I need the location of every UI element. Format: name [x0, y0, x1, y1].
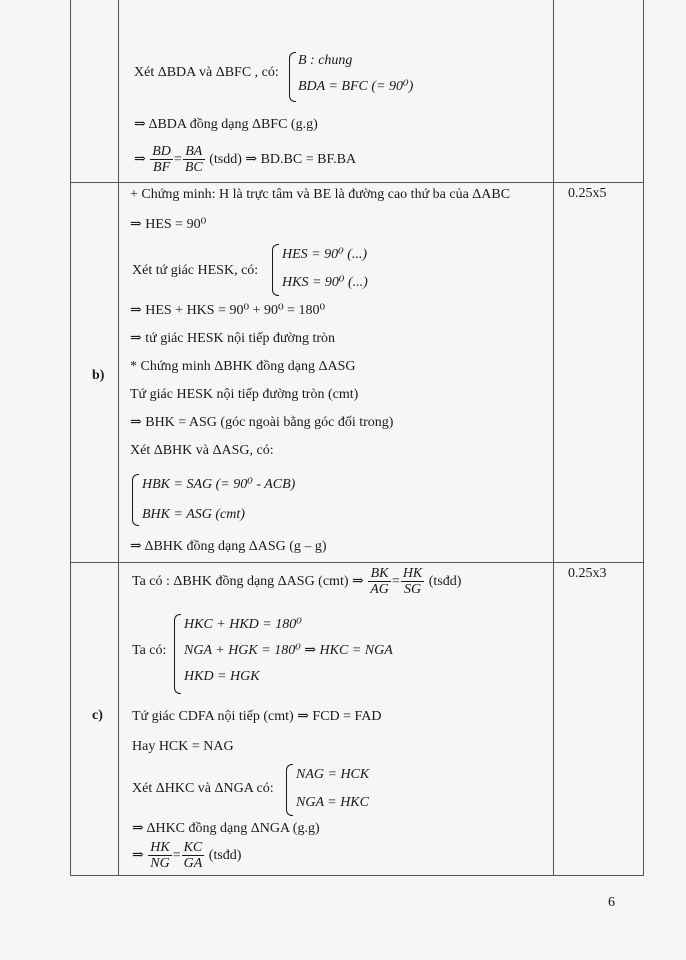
b-brace1 [272, 244, 279, 296]
score-c: 0.25x3 [568, 566, 607, 581]
label-b: b) [92, 368, 105, 383]
b-line9: Xét ΔBHK và ΔASG, có: [130, 443, 274, 458]
c-line7-frac1: $\frac{HK}{NG}$ [150, 840, 170, 872]
c-cond3: HKD = HGK [184, 669, 260, 684]
table-divider-label [118, 0, 119, 876]
b-line4: ⇒ HES + HKS = 90⁰ + 90⁰ = 180⁰ [130, 303, 326, 318]
c-line7-suffix: (tsđd) [208, 848, 242, 863]
b-line6: * Chứng minh ΔBHK đồng dạng ΔASG [130, 359, 356, 374]
a-ratio-frac2: $\frac{BA}{BC}$ [184, 144, 203, 176]
c-cond4: NAG = HCK [296, 767, 370, 782]
b-line3: Xét tứ giác HESK, có: [132, 263, 259, 278]
c-line6: ⇒ ΔHKC đồng dạng ΔNGA (g.g) [132, 821, 320, 836]
row-divider-b [70, 182, 644, 183]
a-ratio-prefix: ⇒ [134, 152, 146, 167]
c-line7-prefix: ⇒ [132, 848, 144, 863]
c-cond5: NGA = HKC [296, 795, 369, 810]
table-border-bottom [70, 875, 644, 876]
c-line7-frac2: $\frac{KC}{GA}$ [183, 840, 203, 872]
c-line2: Ta có: [132, 643, 167, 658]
b-cond3: HBK = SAG (= 90⁰ - ACB) [142, 477, 296, 492]
c-line4: Hay HCK = NAG [132, 739, 234, 754]
b-cond1: HES = 90⁰ (...) [282, 247, 368, 262]
a-ratio-frac1: $\frac{BD}{BF}$ [152, 144, 171, 176]
a-similar: ⇒ ΔBDA đồng dạng ΔBFC (g.g) [134, 117, 318, 132]
b-line8: ⇒ BHK = ASG (góc ngoài bằng góc đối trong) [130, 415, 394, 430]
label-c: c) [92, 708, 103, 723]
row-divider-c [70, 562, 644, 563]
b-cond2: HKS = 90⁰ (...) [282, 275, 368, 290]
c-line1: Ta có : ΔBHK đồng dạng ΔASG (cmt) ⇒ $\frac{BK}{AG}$ = $\frac{HK}{SG}$ (tsđd) [132, 566, 462, 598]
c-brace1 [174, 614, 181, 694]
b-line7: Tứ giác HESK nội tiếp đường tròn (cmt) [130, 387, 359, 402]
c-cond1: HKC + HKD = 180⁰ [184, 617, 302, 632]
c-brace2 [286, 764, 293, 816]
b-line2: ⇒ HES = 90⁰ [130, 217, 207, 232]
page-number: 6 [608, 895, 615, 910]
score-b: 0.25x5 [568, 186, 607, 201]
a-ratio-suffix: (tsdd) ⇒ BD.BC = BF.BA [209, 152, 357, 167]
b-line1: + Chứng minh: H là trực tâm và BE là đường cao thứ ba của ΔABC [130, 187, 511, 202]
a-ratio: ⇒ $\frac{BD}{BF}$ = $\frac{BA}{BC}$ (tsdd) ⇒ BD.BC = BF.BA [134, 144, 357, 176]
b-cond4: BHK = ASG (cmt) [142, 507, 245, 522]
c-cond2: NGA + HGK = 180⁰ ⇒ HKC = NGA [184, 643, 393, 658]
a-cond1: B : chung [298, 53, 353, 68]
c-line3: Tứ giác CDFA nội tiếp (cmt) ⇒ FCD = FAD [132, 709, 382, 724]
b-line11: ⇒ ΔBHK đồng dạng ΔASG (g – g) [130, 539, 327, 554]
b-brace2 [132, 474, 139, 526]
c-line5: Xét ΔHKC và ΔNGA có: [132, 781, 274, 796]
c-line1-suffix: (tsđd) [428, 574, 462, 589]
c-line1-prefix: Ta có : ΔBHK đồng dạng ΔASG (cmt) ⇒ [132, 574, 364, 589]
c-line7: ⇒ $\frac{HK}{NG}$ = $\frac{KC}{GA}$ (tsđd) [132, 840, 242, 872]
table-border-right [643, 0, 644, 876]
b-line5: ⇒ tứ giác HESK nội tiếp đường tròn [130, 331, 336, 346]
table-divider-score [553, 0, 554, 876]
c-line1-frac1: $\frac{BK}{AG}$ [370, 566, 389, 598]
a-cond2: BDA = BFC (= 90⁰) [298, 79, 414, 94]
a-brace [289, 52, 296, 102]
table-border-left [70, 0, 71, 876]
c-line1-frac2: $\frac{HK}{SG}$ [402, 566, 423, 598]
a-consider: Xét ΔBDA và ΔBFC , có: [134, 65, 279, 80]
